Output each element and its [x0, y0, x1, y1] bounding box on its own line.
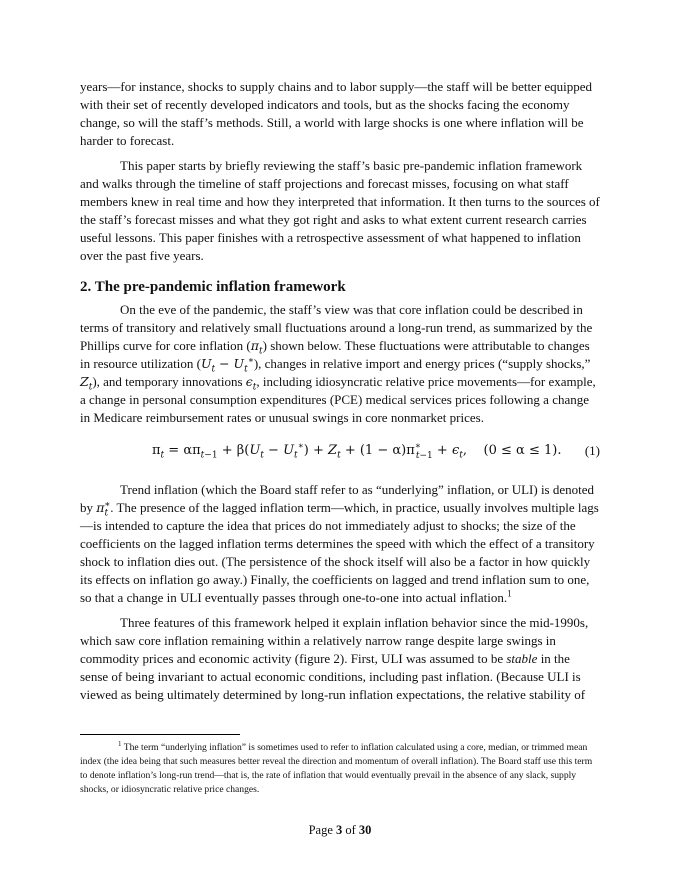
paragraph-overview: This paper starts by briefly reviewing the staff’s basic pre-pandemic inflation framework and walks through the timeline of staff projections and forecast misses, focusing on what staff members knew in real time and how they interpreted that information. It then turns to the sources of the staff’s forecast misses and what they got right and asks to what extent current research carries useful lessons. This paper finishes with a retrospective assessment of what happened to inflation over the past five years. [80, 158, 600, 263]
math-pi-star-t: $\pi_t^∗$ [96, 499, 111, 519]
paragraph-three-features: Three features of this framework helped it explain inflation behavior since the mid-1990s, which saw core inflation remaining within a relatively narrow range despite large swings in commodity prices and economic activity (figure 2). First, ULI was assumed to be stable in the sense of being invariant to actual economic conditions, including past inflation. (Because ULI is viewed as being ultimately determined by long-run inflation expectations, the relative stability of [80, 615, 589, 702]
page-body [80, 78, 600, 711]
emphasis-stable: stable [506, 651, 538, 666]
footnote-number: 1 [118, 739, 122, 748]
equation-phillips-curve [80, 440, 600, 464]
math-z-t: $Z_t$ [80, 374, 93, 393]
equation-condition: (0 ≤ α ≤ 1). [483, 443, 562, 458]
equation-body: $\pi_t = \alpha\pi_{t-1} + \beta(U_t - U_t^∗) + Z_t + (1 - \alpha)\pi^∗_{t-1} + \epsilon_t$, (0 ≤ α ≤ 1). [152, 441, 562, 461]
math-pi-t: $\pi_t$ [250, 338, 263, 357]
footnote-ref[interactable]: 1 [507, 588, 512, 599]
page-number: Page 3 of 30 [308, 823, 372, 837]
section-heading: 2. The pre-pandemic inflation framework [80, 279, 346, 295]
footnote-text: The term “underlying inflation” is sometimes used to refer to inflation calculated using a core, median, or trimmed mean index (the idea being that such measures better reveal the direction and momentum of overall inflation). The Board staff use this term to denote inflation’s long-run trend—that is, the rate of inflation that would eventually prevail in the absence of any slack, supply shocks, or idiosyncratic relative price changes. [80, 742, 593, 795]
page-current: 3 [336, 823, 343, 837]
math-epsilon-t: $\epsilon_t$ [245, 374, 257, 393]
math-slack: $U_t - U_t^∗$ [200, 355, 254, 375]
page-total: 30 [358, 823, 372, 837]
footnote [80, 741, 600, 797]
paragraph-intro: years—for instance, shocks to supply chains and to labor supply—the staff will be better equipped with their set of recently developed indicators and tools, but as the shocks facing the economy change, so will the staff’s methods. Still, a world with large shocks is one where inflation will be harder to forecast. [80, 79, 593, 148]
paragraph-trend-inflation: Trend inflation (which the Board staff refer to as “underlying” inflation, or ULI) is denoted by $\pi_t^∗$. The presence of the lagged inflation term—which, in practice, usually involves multiple lags—is intended to capture the idea that prices do not immediately adjust to shocks; the size of the coefficients on the lagged inflation terms determines the speed with which the effect of a transitory shock to inflation dies out. (The persistence of the shock itself will also be a factor in how quickly its effects on inflation go away.) Finally, the coefficients on lagged and trend inflation sum to one, so that a change in ULI eventually passes through one-to-one into actual inflation.$^1$ [80, 482, 599, 605]
equation-number: (1) [584, 443, 600, 458]
footnote-divider [80, 734, 240, 735]
paragraph-framework: On the eve of the pandemic, the staff’s view was that core inflation could be described in terms of transitory and relatively small fluctuations around a long-run trend, as summarized by the Phillips curve for core inflation $(\pi_t)$ shown below. These fluctuations were attributable to changes in resource utilization $(U_t - U_t^∗)$, changes in relative import and energy prices (“supply shocks,” $Z_t$), and temporary innovations $\epsilon_t$, including idiosyncratic relative price movements—for example, a change in personal consumption expenditures (PCE) medical services prices following a change in Medicare reimbursement rates or unusual swings in core nonmarket prices. [80, 302, 596, 425]
